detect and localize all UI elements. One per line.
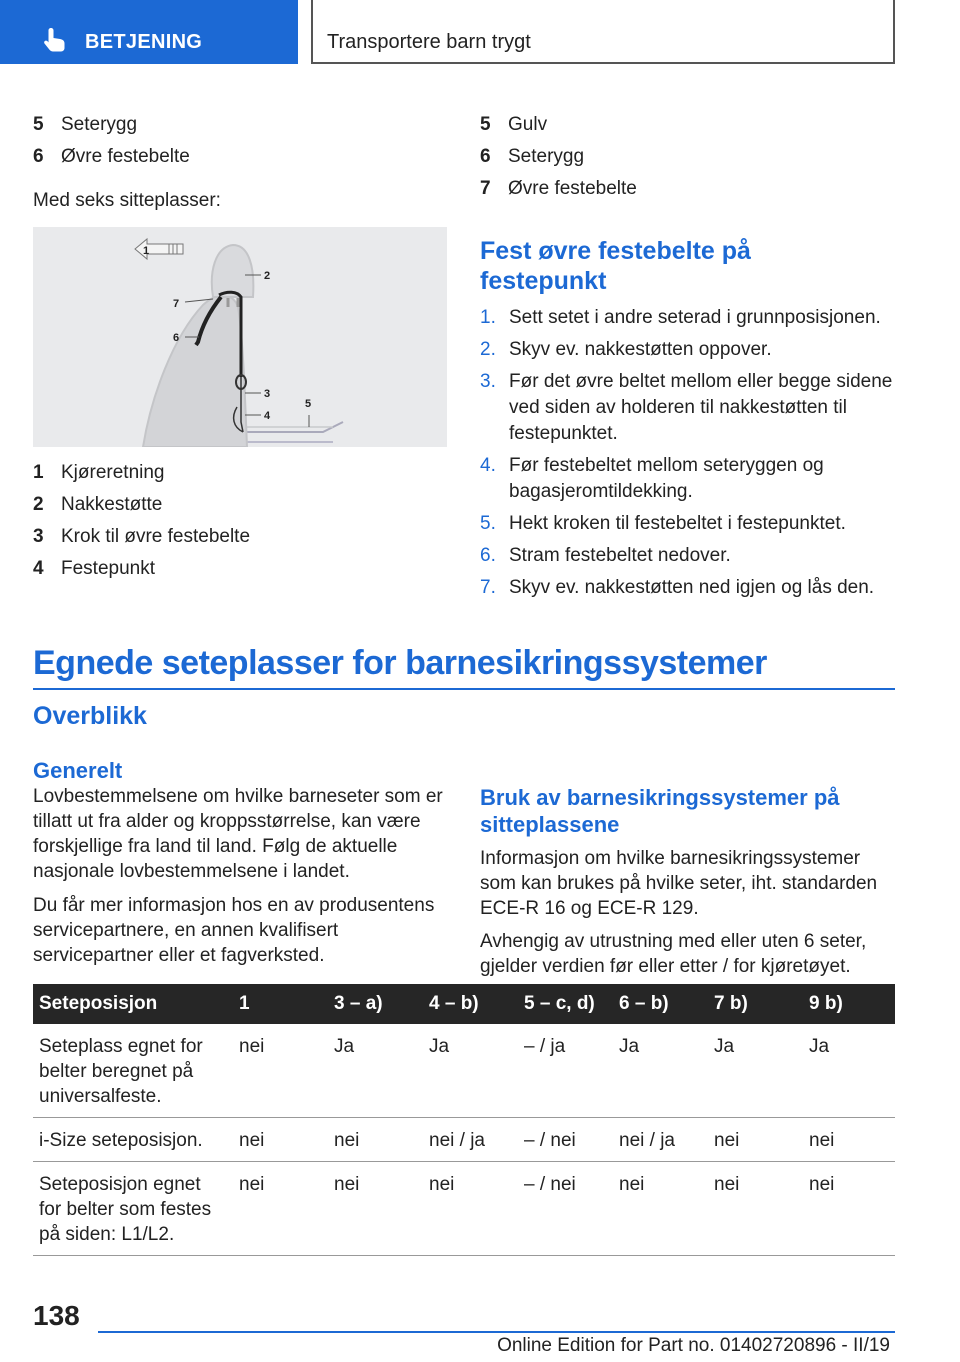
table-cell: nei — [328, 1118, 423, 1162]
legend-list-top-left — [33, 114, 433, 178]
table-cell: – / ja — [518, 1024, 613, 1118]
column-header: 5 – c, d) — [518, 984, 613, 1024]
headrest-belt-diagram — [33, 227, 447, 447]
table-cell: nei — [803, 1162, 895, 1256]
table-cell: Ja — [328, 1024, 423, 1118]
table-cell: nei — [423, 1162, 518, 1256]
list-item: 3 Krok til øvre festebelte — [33, 526, 251, 547]
usage-paragraph-1: Informasjon om hvilke barnesikringssystemer som kan brukes på hvilke seter, iht. standarden ECE-R 16 og ECE-R 129. — [480, 848, 878, 919]
general-heading: Generelt — [33, 758, 123, 783]
six-seats-text: Med seks sitteplasser: — [33, 190, 221, 211]
table-cell: Ja — [803, 1024, 895, 1118]
seat-illustration — [33, 227, 447, 447]
general-paragraph-2: Du får mer informasjon hos en av produsentens servicepartnere, en annen kvalifisert servicepartner eller et fagverksted. — [33, 895, 435, 966]
callout-4: 4 — [264, 410, 271, 422]
table-cell: Seteposisjon egnet for belter som festes på siden: L1/L2. — [33, 1162, 233, 1256]
step-item: 6. Stram festebeltet nedover. — [480, 545, 731, 566]
legend-list-right — [480, 114, 880, 210]
column-header: 9 b) — [803, 984, 895, 1024]
table-cell: nei / ja — [613, 1118, 708, 1162]
fest-heading: Fest øvre festebelte på festepunkt — [480, 237, 751, 295]
table-cell: nei — [803, 1118, 895, 1162]
table-cell: nei — [613, 1162, 708, 1256]
callout-3: 3 — [264, 388, 271, 400]
main-title: Egnede seteplasser for barnesikringssystemer — [33, 642, 895, 690]
column-header: 3 – a) — [328, 984, 423, 1024]
table-cell: Ja — [708, 1024, 803, 1118]
callout-1: 1 — [143, 245, 150, 257]
list-item: 1 Kjøreretning — [33, 462, 165, 483]
callout-2: 2 — [264, 270, 271, 282]
section-tab — [0, 0, 298, 64]
table-cell: Ja — [613, 1024, 708, 1118]
table-cell: nei — [233, 1118, 328, 1162]
step-item: 4. Før festebeltet mellom seteryggen og bagasjeromtildekking. — [480, 455, 824, 502]
list-item: 2 Nakkestøtte — [33, 494, 163, 515]
usage-paragraph-2: Avhengig av utrustning med eller uten 6 seter, gjelder verdien før eller etter / for kjøretøyet. — [480, 931, 867, 977]
usage-heading: Bruk av barnesikringssystemer på sitteplassene — [480, 785, 840, 837]
callout-6: 6 — [173, 332, 180, 344]
table-cell: Ja — [423, 1024, 518, 1118]
hand-pointer-icon — [42, 26, 70, 54]
table-cell: nei — [708, 1162, 803, 1256]
table-cell: nei — [328, 1162, 423, 1256]
column-header: 6 – b) — [613, 984, 708, 1024]
list-item: 5 Seterygg — [33, 114, 138, 135]
general-paragraph-1: Lovbestemmelsene om hvilke barneseter som er tillatt ut fra alder og kroppsstørrelse, kan være forskjellige fra land til land. Følg de aktuelle nasjonale lovbestemmelsene i landet. — [33, 786, 443, 882]
list-item: 6 Seterygg — [480, 146, 585, 167]
overview-heading: Overblikk — [33, 702, 147, 730]
callout-5: 5 — [305, 398, 312, 410]
table-cell: nei — [708, 1118, 803, 1162]
table-row — [33, 1024, 895, 1118]
table-cell: i-Size seteposisjon. — [33, 1118, 233, 1162]
footer-divider — [98, 1331, 895, 1333]
table-row — [33, 1162, 895, 1256]
column-header: 1 — [233, 984, 328, 1024]
table-cell: – / nei — [518, 1162, 613, 1256]
step-item: 7. Skyv ev. nakkestøtten ned igjen og lås den. — [480, 577, 875, 598]
list-item: 4 Festepunkt — [33, 558, 155, 579]
column-header: 7 b) — [708, 984, 803, 1024]
legend-list-left — [33, 462, 433, 590]
chapter-header — [311, 0, 895, 64]
table-header-row — [33, 984, 895, 1024]
step-item: 5. Hekt kroken til festebeltet i festepunktet. — [480, 513, 846, 534]
table-cell: nei — [233, 1024, 328, 1118]
table-cell: nei — [233, 1162, 328, 1256]
step-item: 1. Sett setet i andre seterad i grunnposisjonen. — [480, 307, 881, 328]
seat-table — [33, 984, 895, 1256]
section-label: BETJENING — [85, 31, 203, 53]
step-item: 2. Skyv ev. nakkestøtten oppover. — [480, 339, 772, 360]
procedure-steps — [480, 305, 900, 607]
table-cell: Seteplass egnet for belter beregnet på universalfeste. — [33, 1024, 233, 1118]
table-row — [33, 1118, 895, 1162]
column-header: 4 – b) — [423, 984, 518, 1024]
list-item: 6 Øvre festebelte — [33, 146, 190, 167]
table-cell: nei / ja — [423, 1118, 518, 1162]
step-item: 3. Før det øvre beltet mellom eller begge sidene ved siden av holderen til nakkestøtten til festepunktet. — [480, 371, 893, 444]
footer-edition: Online Edition for Part no. 01402720896 - II/19 — [497, 1335, 890, 1356]
chapter-title: Transportere barn trygt — [327, 31, 531, 53]
callout-7: 7 — [173, 298, 180, 310]
list-item: 7 Øvre festebelte — [480, 178, 637, 199]
list-item: 5 Gulv — [480, 114, 548, 135]
page-number: 138 — [33, 1300, 80, 1331]
column-header: Seteposisjon — [33, 984, 233, 1024]
table-cell: – / nei — [518, 1118, 613, 1162]
